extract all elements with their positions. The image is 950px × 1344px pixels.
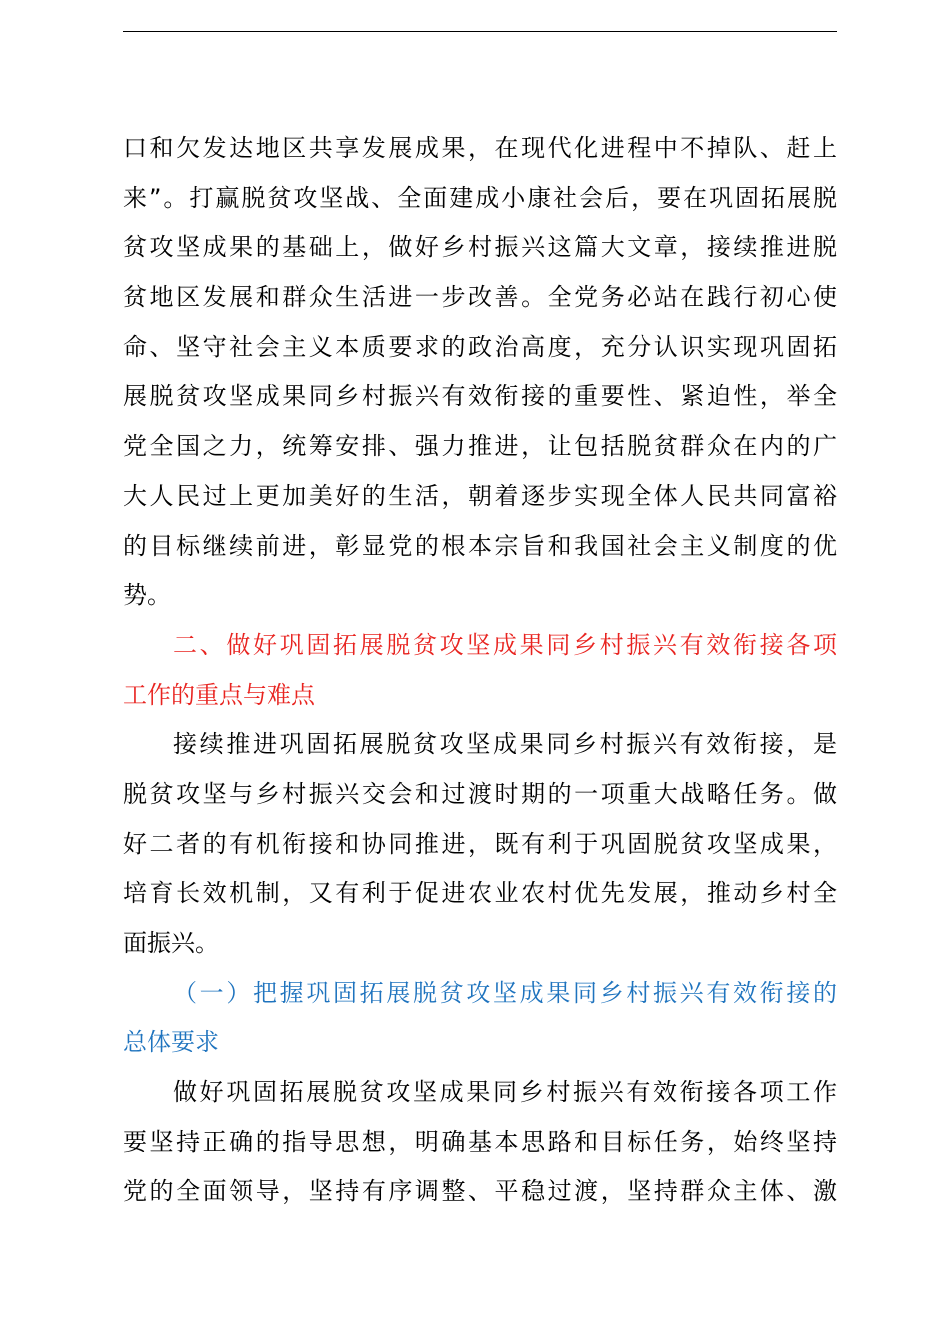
text-line: 贫地区发展和群众生活进一步改善。全党务必站在践行初心使 <box>123 283 837 312</box>
paragraph-intro-continued <box>123 124 837 621</box>
text-line: 接续推进巩固拓展脱贫攻坚成果同乡村振兴有效衔接，是 <box>173 730 837 759</box>
text-line: 来”。打赢脱贫攻坚战、全面建成小康社会后，要在巩固拓展脱 <box>123 183 837 212</box>
subsection-heading-1 <box>123 969 837 1068</box>
text-line: 做好巩固拓展脱贫攻坚成果同乡村振兴有效衔接各项工作 <box>173 1078 837 1107</box>
text-line: 培育长效机制，又有利于促进农业农村优先发展，推动乡村全 <box>123 879 837 908</box>
heading-line: 总体要求 <box>123 1028 219 1057</box>
section-heading-2 <box>123 621 837 720</box>
paragraph-subsection-1 <box>123 1068 837 1217</box>
document-body <box>123 124 837 1217</box>
text-line: 势。 <box>123 581 171 610</box>
text-line: 好二者的有机衔接和协同推进，既有利于巩固脱贫攻坚成果， <box>123 829 837 858</box>
paragraph-section-2-intro <box>123 720 837 968</box>
heading-line: 工作的重点与难点 <box>123 680 315 709</box>
heading-line: （一）把握巩固拓展脱贫攻坚成果同乡村振兴有效衔接的 <box>173 978 837 1007</box>
text-line: 党全国之力，统筹安排、强力推进，让包括脱贫群众在内的广 <box>123 432 837 461</box>
text-line: 的目标继续前进，彰显党的根本宗旨和我国社会主义制度的优 <box>123 531 837 560</box>
text-line: 口和欠发达地区共享发展成果，在现代化进程中不掉队、赶上 <box>123 134 837 162</box>
text-line: 脱贫攻坚与乡村振兴交会和过渡时期的一项重大战略任务。做 <box>123 779 837 808</box>
text-line: 贫攻坚成果的基础上，做好乡村振兴这篇大文章，接续推进脱 <box>123 233 837 262</box>
text-line: 命、坚守社会主义本质要求的政治高度，充分认识实现巩固拓 <box>123 332 837 361</box>
header-rule <box>123 31 837 32</box>
text-line: 党的全面领导，坚持有序调整、平稳过渡，坚持群众主体、激 <box>123 1177 837 1206</box>
text-line: 要坚持正确的指导思想，明确基本思路和目标任务，始终坚持 <box>123 1127 837 1156</box>
text-line: 面振兴。 <box>123 929 219 957</box>
heading-line: 二、做好巩固拓展脱贫攻坚成果同乡村振兴有效衔接各项 <box>173 630 837 659</box>
text-line: 展脱贫攻坚成果同乡村振兴有效衔接的重要性、紧迫性，举全 <box>123 382 837 411</box>
text-line: 大人民过上更加美好的生活，朝着逐步实现全体人民共同富裕 <box>123 481 837 510</box>
